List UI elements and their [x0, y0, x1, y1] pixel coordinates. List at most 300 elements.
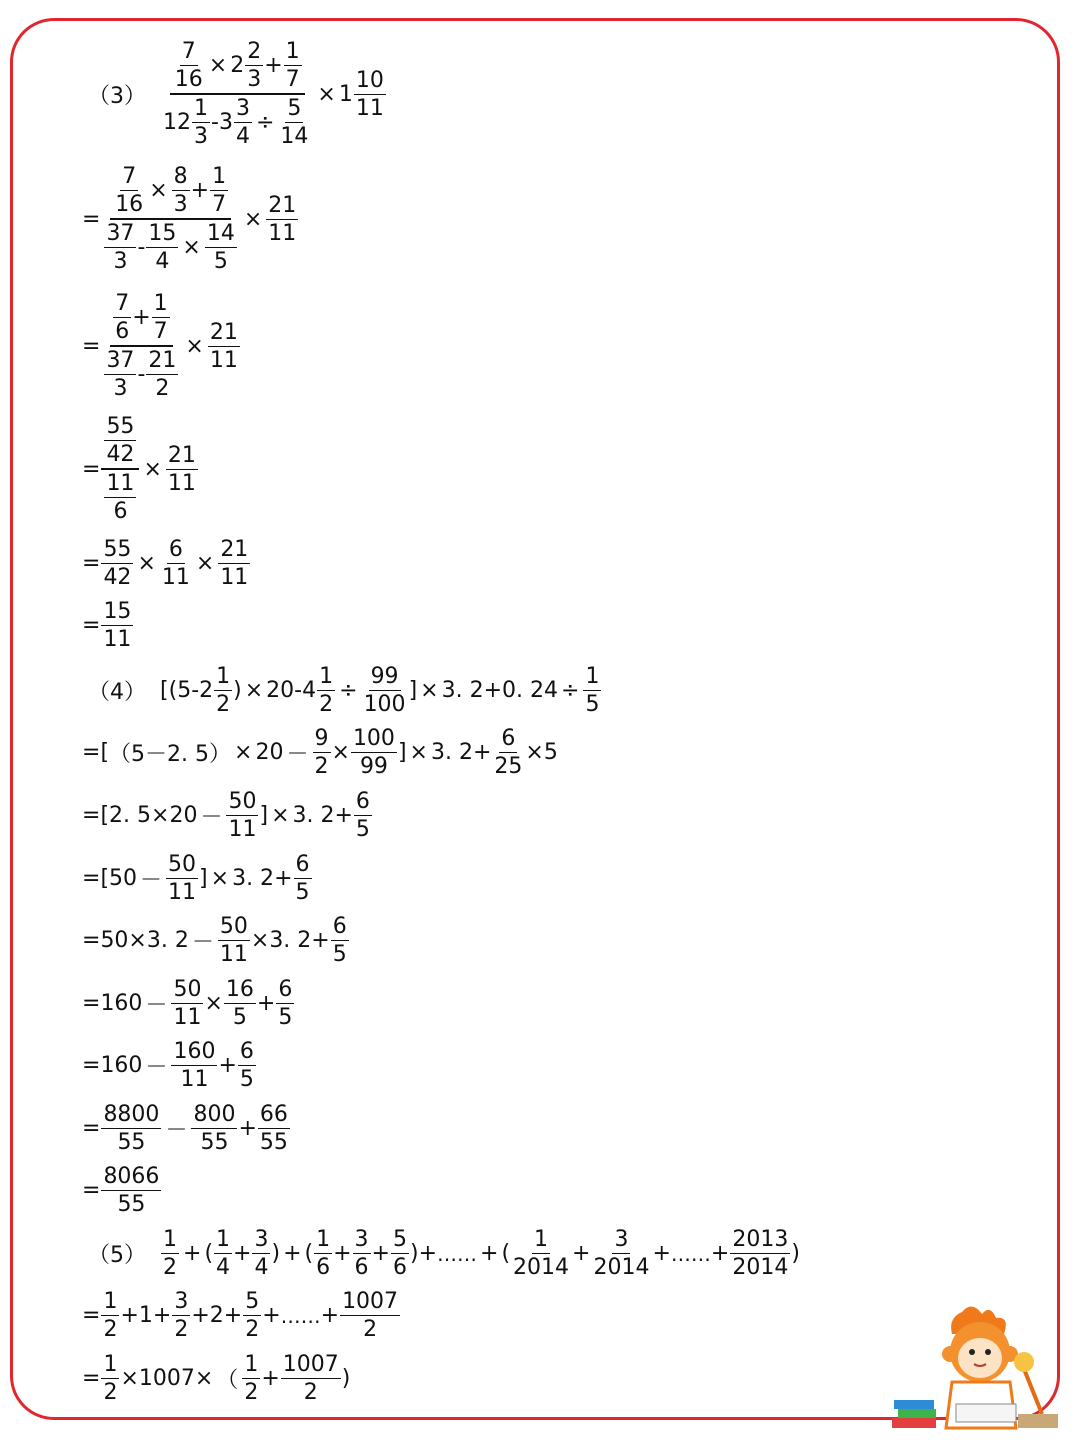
math-token: + — [256, 991, 276, 1017]
math-token: 11 — [220, 565, 249, 591]
math-token: × — [182, 235, 201, 261]
math-token: 6 — [354, 790, 372, 816]
fraction — [172, 1290, 190, 1341]
numerator — [101, 415, 139, 470]
math-token: = — [82, 1303, 101, 1329]
math-token: 3 — [172, 1290, 190, 1316]
math-token: 800 — [191, 1103, 237, 1129]
problem-5 — [88, 1228, 800, 1279]
math-token: 7 — [120, 165, 138, 191]
fraction — [266, 194, 298, 245]
math-token: 2 — [245, 1317, 260, 1343]
math-token: 2 — [163, 1255, 177, 1281]
math-token: = — [82, 1178, 101, 1204]
math-token: + — [238, 1116, 257, 1142]
math-token: 2. 5×20 — [109, 803, 198, 829]
math-token: 160 — [100, 991, 143, 1017]
math-token: 2 — [303, 1380, 318, 1406]
fraction — [101, 600, 133, 651]
fraction — [238, 1040, 256, 1091]
math-token: ] — [199, 866, 208, 892]
math-token: 4 — [254, 1255, 269, 1281]
label-3: （3） — [88, 83, 146, 109]
book-icon — [894, 1400, 934, 1409]
fraction — [276, 978, 294, 1029]
math-token: 3. 2 — [269, 928, 312, 954]
step-3-5 — [82, 600, 134, 651]
math-token: 1 — [284, 40, 302, 66]
math-token: 4 — [235, 124, 250, 150]
fraction — [284, 40, 302, 91]
math-token: 6 — [167, 538, 185, 564]
math-token: 3 — [113, 249, 128, 275]
math-token: 1 — [532, 1228, 550, 1254]
math-token: × — [250, 928, 270, 954]
step-4-6 — [82, 1040, 257, 1091]
math-token: + — [233, 1241, 252, 1267]
fraction — [192, 97, 210, 148]
math-token: 160 — [171, 1040, 217, 1066]
math-token: － — [286, 742, 309, 768]
fraction — [104, 349, 136, 400]
fraction — [354, 69, 386, 120]
fraction — [252, 1228, 270, 1279]
math-token: 2 — [244, 1380, 259, 1406]
math-token: 3 — [353, 1228, 371, 1254]
math-token: 1 — [314, 1228, 332, 1254]
math-token: + — [652, 1241, 671, 1267]
math-token: 55 — [117, 1130, 146, 1156]
math-token: 11 — [355, 95, 384, 121]
math-token: 3 — [173, 192, 188, 218]
math-token: = — [82, 1366, 101, 1392]
math-token: 2 — [216, 692, 231, 718]
math-token: = — [82, 456, 101, 482]
step-4-3 — [82, 853, 313, 904]
math-token: × — [409, 740, 428, 766]
math-token: = — [82, 206, 101, 232]
math-token: ÷ — [255, 110, 275, 136]
fraction — [591, 1228, 651, 1279]
math-token: － — [140, 868, 163, 894]
math-token: + — [261, 1366, 280, 1392]
problem-3 — [88, 40, 387, 148]
math-token: = — [82, 551, 101, 577]
math-token: 5 — [278, 1005, 293, 1031]
math-token: 2014 — [513, 1255, 570, 1281]
math-token: = — [82, 613, 101, 639]
math-token: × — [204, 991, 223, 1017]
math-token: + — [264, 53, 283, 79]
math-token: 3 — [612, 1228, 630, 1254]
math-token: 6 — [331, 915, 349, 941]
math-token: 6 — [276, 978, 294, 1004]
step-4-7 — [82, 1103, 291, 1154]
math-token: 3. 2 — [232, 866, 275, 892]
math-token: 5－2. 5 — [131, 742, 210, 768]
math-token: …… — [437, 1241, 477, 1266]
math-token: 2 — [103, 1380, 118, 1406]
fraction — [104, 222, 136, 273]
math-token: 6 — [113, 499, 128, 525]
math-token: 4 — [302, 678, 317, 704]
math-token: + — [418, 1241, 437, 1267]
step-4-2 — [82, 790, 373, 841]
fraction — [152, 292, 170, 343]
math-token: ) — [341, 1366, 351, 1392]
math-token: 66 — [258, 1103, 290, 1129]
math-token: 99 — [369, 665, 401, 691]
fraction — [340, 1290, 400, 1341]
math-token: + — [572, 1241, 591, 1267]
fraction — [166, 444, 198, 495]
math-token: 14 — [280, 124, 309, 150]
math-token: [ — [100, 866, 110, 892]
math-token: 5 — [239, 1067, 254, 1093]
math-token: ÷ — [339, 678, 358, 704]
math-token: 1 — [192, 97, 210, 123]
math-token: 5 — [355, 817, 370, 843]
math-token: 2 — [209, 1303, 224, 1329]
math-token: 3. 2 — [441, 678, 484, 704]
math-token: 3. 2 — [430, 740, 473, 766]
math-token: 0. 24 — [502, 678, 558, 704]
math-token: 55 — [259, 1130, 288, 1156]
math-token: × — [234, 740, 253, 766]
math-token: 3. 2 — [292, 803, 335, 829]
fraction — [314, 1228, 332, 1279]
math-token: × — [143, 456, 162, 482]
math-token: ] — [408, 678, 418, 704]
math-token: 12 — [163, 110, 191, 136]
math-token: + — [120, 1303, 139, 1329]
math-token: - — [137, 362, 146, 388]
fraction — [104, 415, 136, 466]
math-token: 7 — [285, 67, 300, 93]
math-token: ] — [259, 803, 269, 829]
math-token: － — [165, 1118, 188, 1144]
math-token: + — [483, 678, 503, 704]
numerator — [170, 40, 305, 95]
math-token: + — [311, 928, 330, 954]
math-token: + — [472, 740, 492, 766]
fraction — [278, 97, 310, 148]
math-token: 2 — [363, 1317, 378, 1343]
math-token: 15 — [146, 222, 178, 248]
step-3-3 — [82, 415, 199, 523]
math-token: 50 — [226, 790, 258, 816]
math-token: = — [82, 333, 101, 359]
math-token: 11 — [167, 470, 196, 496]
math-token: 8 — [172, 165, 190, 191]
math-token: 50 — [109, 866, 138, 892]
math-token: （ — [109, 742, 132, 768]
fraction — [101, 1290, 119, 1341]
math-token: + — [283, 1241, 302, 1267]
denominator — [101, 347, 181, 400]
math-token: 10 — [354, 69, 386, 95]
math-token: + — [710, 1241, 730, 1267]
math-token: 2 — [319, 692, 334, 718]
fraction — [492, 727, 524, 778]
math-token: × — [149, 178, 168, 204]
fraction — [101, 1103, 161, 1154]
math-token: + — [190, 178, 210, 204]
fraction — [242, 1353, 260, 1404]
math-token: 6 — [294, 853, 312, 879]
math-token: = — [82, 740, 101, 766]
math-token: + — [334, 803, 353, 829]
math-token: + — [480, 1241, 499, 1267]
math-token: 6 — [316, 1255, 331, 1281]
math-token: 1007 — [281, 1353, 341, 1379]
math-token: － — [145, 993, 168, 1019]
math-token: 1 — [101, 1353, 119, 1379]
math-token: ] — [397, 740, 407, 766]
fraction — [113, 165, 145, 216]
math-token: 3 — [113, 376, 128, 402]
math-token: 3 — [194, 124, 208, 150]
fraction — [362, 665, 408, 716]
fraction — [205, 222, 237, 273]
math-token: 14 — [205, 222, 237, 248]
math-token: [ — [160, 678, 169, 704]
math-token: = — [82, 1053, 101, 1079]
fraction — [245, 40, 263, 91]
fraction — [234, 97, 252, 148]
math-token: 2 — [245, 40, 263, 66]
fraction — [313, 727, 331, 778]
math-token: × — [185, 333, 204, 359]
math-token: × — [420, 678, 439, 704]
math-token: × — [244, 678, 264, 704]
math-token: 1 — [161, 1228, 179, 1254]
math-token: 11 — [103, 627, 132, 653]
numerator — [110, 165, 231, 220]
math-token: 7 — [113, 292, 131, 318]
math-token: = — [82, 803, 101, 829]
fraction — [218, 915, 250, 966]
math-token: × — [243, 206, 263, 232]
fraction — [210, 165, 228, 216]
fraction — [146, 222, 178, 273]
compound-fraction — [161, 40, 313, 148]
math-token: 1 — [338, 81, 353, 107]
math-token: 3 — [218, 110, 233, 136]
math-token: 2014 — [732, 1255, 789, 1281]
math-token: + — [183, 1241, 202, 1267]
math-token: + — [333, 1241, 352, 1267]
fraction — [391, 1228, 409, 1279]
math-token: × — [317, 81, 336, 107]
fraction — [101, 1353, 119, 1404]
math-token: 11 — [219, 942, 248, 968]
math-token: - — [137, 235, 146, 261]
step-3-4 — [82, 538, 251, 589]
math-token: + — [132, 305, 151, 331]
math-token: 16 — [174, 67, 203, 93]
math-token: 6 — [499, 727, 517, 753]
fraction — [101, 1165, 161, 1216]
math-token: 21 — [266, 194, 298, 220]
math-token: 5 — [232, 1005, 247, 1031]
math-token: 11 — [161, 565, 190, 591]
math-token: 8800 — [101, 1103, 161, 1129]
math-token: 3 — [247, 67, 262, 93]
math-token: 1 — [138, 1303, 153, 1329]
math-token: 9 — [313, 727, 331, 753]
fraction — [218, 538, 250, 589]
math-token: = — [82, 866, 101, 892]
fraction — [281, 1353, 341, 1404]
math-token: 1 — [583, 665, 601, 691]
math-token: 1 — [214, 1228, 232, 1254]
math-token: = — [82, 1116, 101, 1142]
math-token: 20 — [255, 740, 284, 766]
fraction — [317, 665, 335, 716]
step-5-1 — [82, 1290, 401, 1341]
math-token: 2013 — [730, 1228, 790, 1254]
math-token: …… — [280, 1303, 321, 1328]
fraction — [224, 978, 256, 1029]
math-token: 2 — [230, 53, 245, 79]
problem-4 — [88, 665, 602, 716]
fraction — [351, 727, 397, 778]
math-token: 2 — [314, 754, 329, 780]
fraction — [214, 1228, 232, 1279]
math-token: 7 — [180, 40, 198, 66]
math-token: × — [331, 740, 350, 766]
math-token: 2 — [174, 1317, 189, 1343]
math-token: 55 — [200, 1130, 229, 1156]
math-token: × — [271, 803, 290, 829]
fraction — [191, 1103, 237, 1154]
math-token: 11 — [173, 1005, 202, 1031]
math-token: 11 — [268, 220, 297, 246]
math-token: 55 — [117, 1192, 146, 1218]
math-token: ) — [791, 1241, 800, 1267]
math-token: 5 — [295, 880, 310, 906]
fraction — [146, 349, 178, 400]
math-token: [ — [100, 803, 110, 829]
fraction — [331, 915, 349, 966]
fraction — [171, 978, 203, 1029]
fraction — [730, 1228, 790, 1279]
math-token: 4 — [155, 249, 170, 275]
math-token: ( — [501, 1241, 511, 1267]
math-token: 50 — [166, 853, 198, 879]
step-5-2 — [82, 1353, 350, 1404]
math-token: 42 — [103, 565, 132, 591]
math-token: 50 — [218, 915, 250, 941]
math-token: ( — [304, 1241, 314, 1267]
math-token: 55 — [101, 538, 133, 564]
math-token: 4 — [216, 1255, 231, 1281]
math-token: ) — [233, 678, 242, 704]
fraction — [583, 665, 601, 716]
book-icon — [892, 1418, 936, 1428]
math-token: （5） — [88, 1243, 146, 1269]
math-token: 16 — [224, 978, 256, 1004]
math-token: 99 — [359, 754, 388, 780]
denominator — [101, 470, 139, 523]
fraction — [258, 1103, 290, 1154]
math-token: 37 — [104, 222, 136, 248]
math-token: 100 — [363, 692, 406, 718]
fraction — [173, 40, 205, 91]
math-token: 21 — [218, 538, 250, 564]
math-token: 16 — [115, 192, 144, 218]
math-token: [ — [100, 740, 110, 766]
math-token: …… — [670, 1241, 711, 1266]
fraction — [511, 1228, 571, 1279]
math-token: 11 — [209, 347, 238, 373]
math-token: = — [82, 928, 101, 954]
fraction — [160, 538, 192, 589]
math-token: 11 — [104, 472, 136, 498]
step-4-1 — [82, 727, 558, 778]
step-4-4 — [82, 915, 350, 966]
step-3-1 — [82, 165, 299, 273]
math-token: 7 — [153, 319, 168, 345]
math-token: 5 — [213, 249, 228, 275]
math-token: - — [294, 678, 303, 704]
math-token: + — [191, 1303, 210, 1329]
math-token: 5 — [285, 97, 303, 123]
numerator — [110, 292, 172, 347]
math-token: + — [371, 1241, 390, 1267]
math-token: 21 — [208, 321, 240, 347]
fraction — [101, 292, 181, 400]
math-token: 11 — [228, 817, 257, 843]
step-4-5 — [82, 978, 295, 1029]
monkey-mascot-icon — [892, 1304, 1062, 1434]
math-token: + — [218, 1053, 237, 1079]
math-token: - — [211, 110, 219, 136]
fraction — [243, 1290, 261, 1341]
math-token: ×1007× — [120, 1366, 214, 1392]
fraction — [166, 853, 198, 904]
math-token: 8066 — [101, 1165, 161, 1191]
math-token: + — [152, 1303, 172, 1329]
math-token: 5 — [391, 1228, 409, 1254]
math-token: 11 — [180, 1067, 209, 1093]
fraction — [353, 1228, 371, 1279]
math-token: ） — [209, 742, 232, 768]
math-token: × — [210, 866, 230, 892]
math-token: × — [195, 551, 215, 577]
math-token: = — [82, 991, 101, 1017]
math-token: 5 — [585, 692, 600, 718]
math-token: × — [208, 53, 228, 79]
math-token: × — [525, 740, 544, 766]
math-token: （4） — [88, 680, 146, 706]
math-token: ) — [271, 1241, 281, 1267]
math-token: 160 — [100, 1053, 143, 1079]
math-token: 50×3. 2 — [100, 928, 189, 954]
math-token: 6 — [238, 1040, 256, 1066]
math-token: 37 — [104, 349, 136, 375]
math-token: 3 — [234, 97, 252, 123]
fraction — [208, 321, 240, 372]
math-token: ) — [409, 1241, 419, 1267]
math-token: 21 — [166, 444, 198, 470]
math-token: 6 — [392, 1255, 407, 1281]
denominator — [101, 220, 239, 273]
math-token: 2 — [155, 376, 170, 402]
math-token: 7 — [212, 192, 227, 218]
fraction — [214, 665, 232, 716]
